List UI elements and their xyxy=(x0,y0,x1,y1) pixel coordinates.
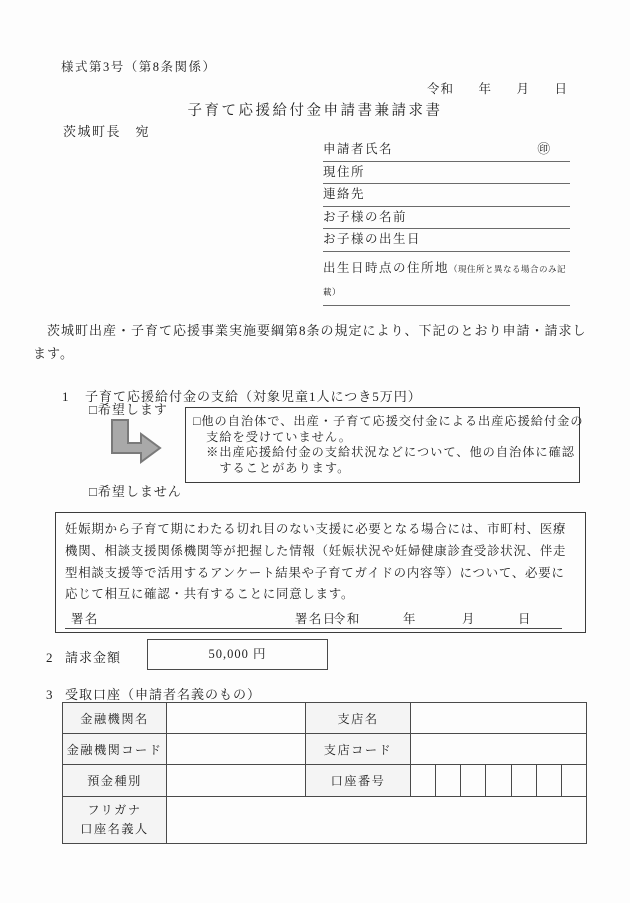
date-line xyxy=(427,79,568,97)
page-title: 子育て応援給付金申請書兼請求書 xyxy=(187,103,443,119)
contact-label: 連絡先 xyxy=(323,187,366,201)
field-child-name[interactable] xyxy=(323,207,570,230)
section1-number: 1 xyxy=(62,389,70,404)
deposit-type-input-cell[interactable] xyxy=(167,765,306,797)
branch-code-input-cell[interactable] xyxy=(411,734,587,765)
section3-heading xyxy=(46,684,261,703)
account-number-cell xyxy=(411,765,587,797)
addressee: 茨城町長 宛 xyxy=(63,124,151,139)
note-line: することがあります。 xyxy=(193,460,351,475)
branch-name-label: 支店名 xyxy=(306,703,411,734)
other-municipality-note-box xyxy=(185,407,584,483)
branch-code-label: 支店コード xyxy=(306,734,411,765)
child-birthdate-label: お子様の出生日 xyxy=(323,232,422,246)
date-year-label: 年 xyxy=(478,82,492,96)
birth-address-label-row xyxy=(323,252,570,297)
bank-code-label: 金融機関コード xyxy=(63,734,167,765)
bank-name-label: 金融機関名 xyxy=(63,703,167,734)
signature-line[interactable] xyxy=(65,606,562,629)
table-row xyxy=(63,765,587,797)
signature-day-label: 日 xyxy=(518,612,532,627)
bank-name-input-cell[interactable] xyxy=(167,703,306,734)
account-holder-label: 口座名義人 xyxy=(80,822,149,836)
section2-title: 請求金額 xyxy=(65,650,122,665)
account-holder-input-cell[interactable] xyxy=(167,797,587,844)
checkbox-kibou-shimasen[interactable]: □希望しません xyxy=(89,484,182,499)
field-birth-address-line[interactable] xyxy=(323,283,570,306)
signature-month-label: 月 xyxy=(462,612,476,627)
consent-box xyxy=(55,512,586,633)
signature-date-label: 署名日 xyxy=(295,612,337,627)
account-digit-cell[interactable] xyxy=(511,765,536,796)
account-number-cells xyxy=(411,765,586,796)
section3-number: 3 xyxy=(46,687,54,702)
date-month-label: 月 xyxy=(516,82,530,96)
birth-address-note: （現住所と異なる場合のみ記載） xyxy=(323,263,567,297)
bent-arrow-icon xyxy=(103,418,163,466)
branch-name-input-cell[interactable] xyxy=(411,703,587,734)
account-digit-cell[interactable] xyxy=(485,765,510,796)
date-era: 令和 xyxy=(427,82,455,96)
table-row xyxy=(63,734,587,765)
note-line: 支給を受けていません。 xyxy=(193,429,352,444)
seal-mark-icon: ㊞ xyxy=(537,141,550,156)
deposit-type-label: 預金種別 xyxy=(63,765,167,797)
field-applicant-name[interactable] xyxy=(323,139,570,162)
field-child-birthdate[interactable] xyxy=(323,229,570,252)
consent-text: 妊娠期から子育て期にわたる切れ目のない支援に必要となる場合には、市町村、医療機関、相談支援関係機関等が把握した情報（妊娠状況や妊婦健康診査受診状況、伴走型相談支援等で活用するアンケート結果や子育てガイドの内容等）について、必要に応じて相互に確認・共有することに同意します。 xyxy=(65,522,567,602)
account-holder-label-cell xyxy=(63,797,167,844)
account-digit-cell[interactable] xyxy=(561,765,586,796)
form-code: 様式第3号（第8条関係） xyxy=(61,60,217,74)
field-contact[interactable] xyxy=(323,184,570,207)
amount-box: 50,000 円 xyxy=(147,639,328,670)
signature-label: 署名 xyxy=(71,612,99,627)
account-digit-cell[interactable] xyxy=(460,765,485,796)
applicant-name-label: 申請者氏名 xyxy=(323,142,394,156)
account-digit-cell[interactable] xyxy=(536,765,561,796)
birth-address-label: 出生日時点の住所地 xyxy=(323,260,450,275)
field-current-address[interactable] xyxy=(323,162,570,185)
account-number-label: 口座番号 xyxy=(306,765,411,797)
note-line: ※出産応援給付金の支給状況などについて、他の自治体に確認 xyxy=(193,445,575,460)
section1-title: 子育て応援給付金の支給（対象児童1人につき5万円） xyxy=(85,389,422,404)
account-digit-cell[interactable] xyxy=(411,765,435,796)
bank-account-table xyxy=(62,702,587,844)
section3-title: 受取口座（申請者名義のもの） xyxy=(65,687,262,702)
table-row xyxy=(63,703,587,734)
signature-year-label: 年 xyxy=(403,612,417,627)
checkbox-kibou-shimasu[interactable]: □希望します xyxy=(89,402,168,417)
applicant-fields xyxy=(323,139,570,306)
furigana-label: フリガナ xyxy=(87,803,142,817)
checkbox-no-other-benefit[interactable]: □他の自治体で、出産・子育て応援交付金による出産応援給付金の xyxy=(193,414,584,428)
table-row xyxy=(63,797,587,844)
intro-paragraph: 茨城町出産・子育て応援事業実施要綱第8条の規定により、下記のとおり申請・請求します。 xyxy=(33,323,587,361)
section2-heading xyxy=(46,647,121,666)
date-day-label: 日 xyxy=(554,82,568,96)
bank-code-input-cell[interactable] xyxy=(167,734,306,765)
child-name-label: お子様の名前 xyxy=(323,209,408,224)
current-address-label: 現住所 xyxy=(323,164,366,179)
account-digit-cell[interactable] xyxy=(435,765,460,796)
signature-era: 令和 xyxy=(333,612,361,627)
section2-number: 2 xyxy=(46,650,54,665)
